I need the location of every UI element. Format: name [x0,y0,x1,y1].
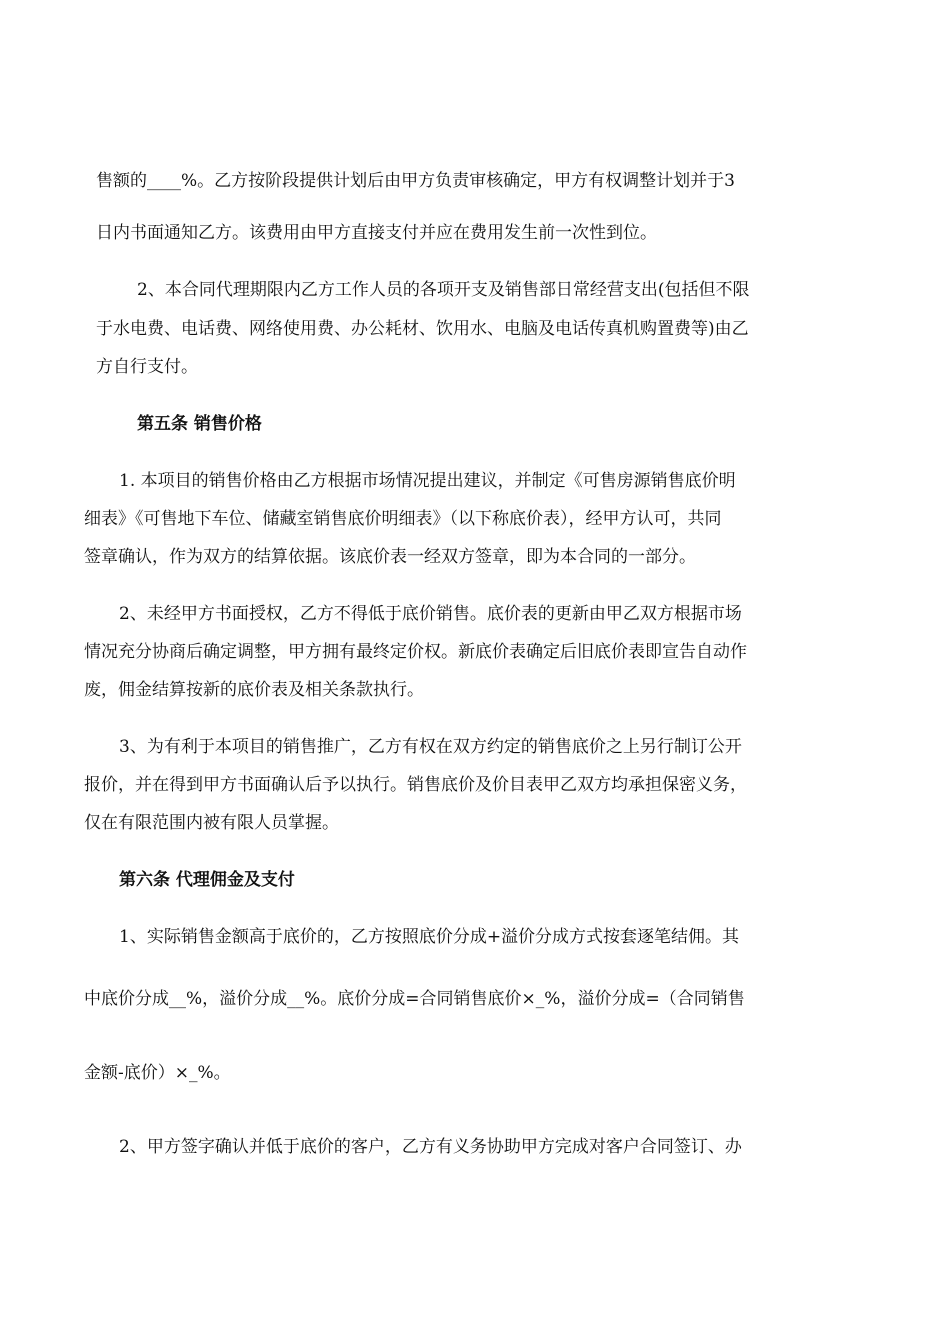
text-line: 方自行支付。 [96,357,198,377]
text-line: 废，佣金结算按新的底价表及相关条款执行。 [84,680,424,700]
text-line: 报价，并在得到甲方书面确认后予以执行。销售底价及价目表甲乙双方均承担保密义务， [84,775,747,795]
text-line: 2、本合同代理期限内乙方工作人员的各项开支及销售部日常经营支出(包括但不限 [137,280,750,300]
text-line: 情况充分协商后确定调整，甲方拥有最终定价权。新底价表确定后旧底价表即宣告自动作 [84,642,747,662]
text-line: 仅在有限范围内被有限人员掌握。 [84,813,339,833]
text-line: 2、未经甲方书面授权，乙方不得低于底价销售。底价表的更新由甲乙双方根据市场 [119,604,742,624]
text-line: 售额的____%。乙方按阶段提供计划后由甲方负责审核确定，甲方有权调整计划并于3 [96,171,735,191]
text-line: 签章确认，作为双方的结算依据。该底价表一经双方签章，即为本合同的一部分。 [84,547,696,567]
text-line: 1、实际销售金额高于底价的，乙方按照底价分成+溢价分成方式按套逐笔结佣。其 [119,927,740,947]
text-line: 细表》《可售地下车位、储藏室销售底价明细表》（以下称底价表），经甲方认可，共同 [84,509,722,529]
section-heading-6: 第六条 代理佣金及支付 [119,870,295,890]
text-line: 1. 本项目的销售价格由乙方根据市场情况提出建议，并制定《可售房源销售底价明 [119,471,736,491]
text-line: 中底价分成__%，溢价分成__%。底价分成=合同销售底价×_%，溢价分成=（合同销售 [84,989,745,1009]
section-heading-5: 第五条 销售价格 [137,414,262,434]
text-line: 3、为有利于本项目的销售推广，乙方有权在双方约定的销售底价之上另行制订公开 [119,737,742,757]
text-line: 2、甲方签字确认并低于底价的客户，乙方有义务协助甲方完成对客户合同签订、办 [119,1137,742,1157]
text-line: 日内书面通知乙方。该费用由甲方直接支付并应在费用发生前一次性到位。 [96,223,657,243]
text-line: 于水电费、电话费、网络使用费、办公耗材、饮用水、电脑及电话传真机购置费等)由乙 [96,319,749,339]
text-line: 金额-底价）×_%。 [84,1063,231,1083]
